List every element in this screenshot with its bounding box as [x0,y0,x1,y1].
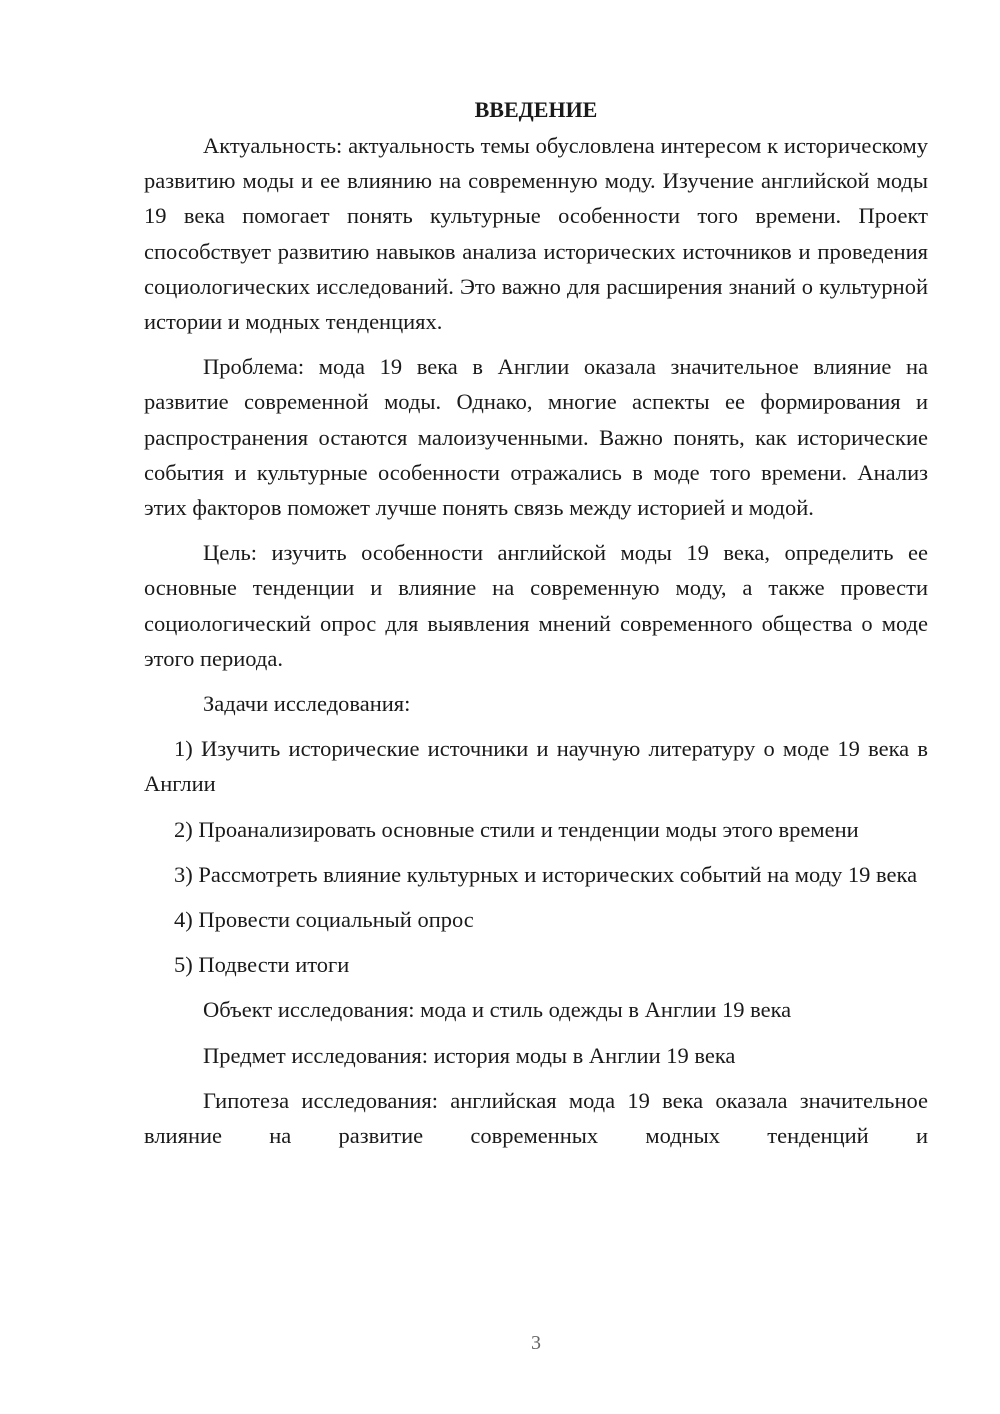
page-number: 3 [531,1332,541,1354]
paragraph-object: Объект исследования: мода и стиль одежды в Англии 19 века [203,997,792,1023]
paragraph-relevance: Актуальность: актуальность темы обусловлена интересом к историческому развитию моды и ее влиянию на современную моду. Изучение английской моды 19 века помогает понять культурные особенности того времени. Проект способствует развитию навыков анализа исторических источников и проведения социологических исследований. Это важно для расширения знаний о культурной истории и модных тенденциях. [144,133,928,335]
paragraph-problem: Проблема: мода 19 века в Англии оказала значительное влияние на развитие современной моды. Однако, многие аспекты ее формирования и распространения остаются малоизученными. Важно понять, как исторические события и культурные особенности отражались в моде того времени. Анализ этих факторов поможет лучше понять связь между историей и модой. [144,354,928,521]
paragraph-hypothesis: Гипотеза исследования: английская мода 19 века оказала значительное влияние на развитие современных модных тенденций и [144,1087,928,1149]
paragraph-subject: Предмет исследования: история моды в Англии 19 века [203,1042,736,1068]
document-page [144,92,928,1153]
task-item: 3) Рассмотреть влияние культурных и исторических событий на моду 19 века [174,861,918,887]
task-item: 2) Проанализировать основные стили и тенденции моды этого времени [174,816,859,842]
task-item: 5) Подвести итоги [174,952,350,978]
task-item: 1) Изучить исторические источники и научную литературу о моде 19 века в Англии [144,736,928,797]
paragraph-goal: Цель: изучить особенности английской моды 19 века, определить ее основные тенденции и влияние на современную моду, а также провести социологический опрос для выявления мнений современного общества о моде этого периода. [144,540,928,671]
document-title: ВВЕДЕНИЕ [474,97,598,122]
task-item: 4) Провести социальный опрос [174,907,474,933]
tasks-heading: Задачи исследования: [203,691,411,717]
